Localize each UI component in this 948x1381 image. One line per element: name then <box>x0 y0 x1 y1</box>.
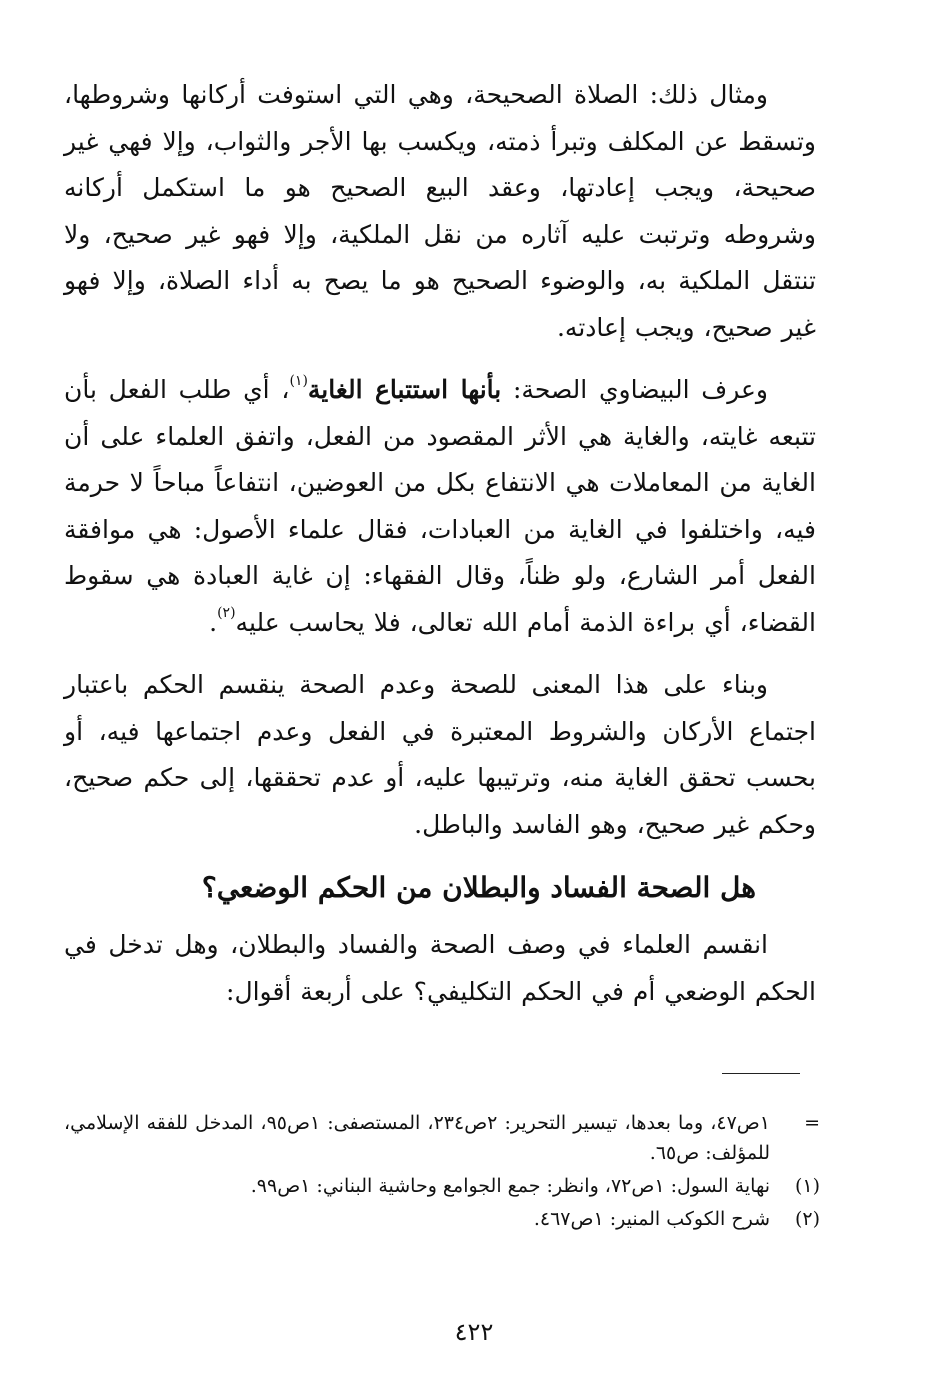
page-number: ٤٢٢ <box>454 1318 494 1346</box>
footnote-ref-2[interactable]: (٢) <box>217 605 236 622</box>
paragraph-example: ومثال ذلك: الصلاة الصحيحة، وهي التي استوفت أركانها وشروطها، وتسقط عن المكلف وتبرأ ذمته، ويكسب بها الأجر والثواب، وإلا فهي غير صحيحة، ويجب إعادتها، وعقد البيع الصحيح هو ما استكمل أركانه وشروطه وترتبت عليه آثاره من نقل الملكية، وإلا فهو غير صحيح، ولا تنتقل الملكية به، والوضوء الصحيح هو ما يصح به أداء الصلاة، وإلا فهو غير صحيح، ويجب إعادته. <box>64 80 816 342</box>
footnote-text: ١ص٤٧، وما بعدها، تيسير التحرير: ٢ص٢٣٤، المستصفى: ١ص٩٥، المدخل للفقه الإسلامي، للمؤلف: ص٦٥. <box>64 1112 770 1164</box>
definition-bold: بأنها استتباع الغاية <box>307 375 502 404</box>
paragraph-baydawi-end: . <box>209 607 218 637</box>
footnote-mark: (٢) <box>794 1208 820 1230</box>
footnote-ref-1[interactable]: (١) <box>289 372 308 389</box>
paragraph-baydawi-start: وعرف البيضاوي الصحة: <box>513 375 768 404</box>
footnote-text: نهاية السول: ١ص٧٢، وانظر: جمع الجوامع وحاشية البناني: ١ص٩٩. <box>250 1175 770 1197</box>
paragraph-baydawi-definition <box>64 367 816 646</box>
footnote-mark: = <box>804 1112 820 1134</box>
main-text <box>64 72 816 1015</box>
footnotes <box>64 1108 820 1237</box>
paragraph-opinions: انقسم العلماء في وصف الصحة والفساد والبطلان، وهل تدخل في الحكم الوضعي أم في الحكم التكليفي؟ على أربعة أقوال: <box>64 930 816 1006</box>
footnote-1 <box>64 1171 820 1201</box>
footnote-continuation <box>64 1108 820 1168</box>
paragraph-division: وبناء على هذا المعنى للصحة وعدم الصحة ينقسم الحكم باعتبار اجتماع الأركان والشروط المعتبرة في الفعل وعدم اجتماعها فيه، أو بحسب تحقق الغاية منه، وترتيبها عليه، أو عدم تحققها، إلى حكم صحيح، وحكم غير صحيح، وهو الفاسد والباطل. <box>64 670 816 839</box>
footnote-mark: (١) <box>794 1175 820 1197</box>
footnote-separator <box>722 1073 800 1074</box>
section-heading: هل الصحة الفساد والبطلان من الحكم الوضعي؟ <box>201 871 756 904</box>
paragraph-baydawi-body: ، أي طلب الفعل بأن تتبعه غايته، والغاية هي الأثر المقصود من الفعل، واتفق العلماء على أن الغاية من المعاملات هي الانتفاع بكل من العوضين، انتفاعاً مباحاً لا حرمة فيه، واختلفوا في الغاية من العبادات، فقال علماء الأصول: هي موافقة الفعل أمر الشارع، ولو ظناً، وقال الفقهاء: إن غاية العبادة هي سقوط القضاء، أي براءة الذمة أمام الله تعالى، فلا يحاسب عليه <box>64 375 816 637</box>
footnote-2 <box>64 1204 820 1234</box>
footnote-text: شرح الكوكب المنير: ١ص٤٦٧. <box>533 1208 770 1230</box>
